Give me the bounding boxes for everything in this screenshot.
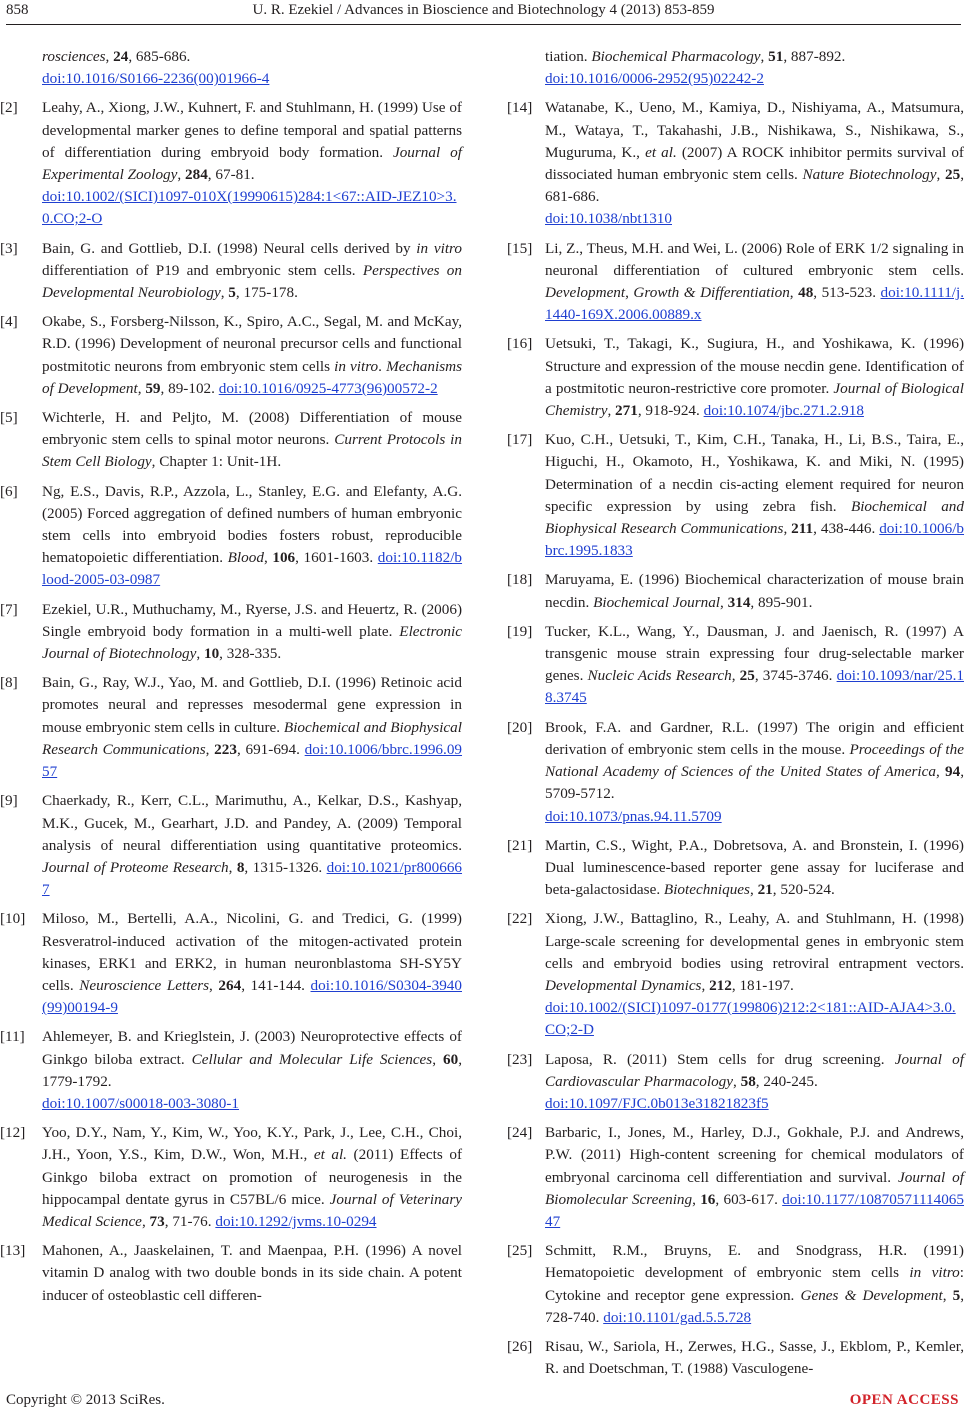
reference-entry <box>0 481 463 592</box>
reference-text: , <box>220 284 229 302</box>
reference-text: , 691-694. <box>236 740 305 758</box>
reference-number: [13] <box>0 1242 26 1260</box>
reference-number: [14] <box>507 99 533 117</box>
reference-text: Bain, G. and Gottlieb, D.I. (1998) Neural cells derived by <box>42 239 417 257</box>
reference-entry <box>507 238 965 327</box>
reference-volume: 106 <box>272 549 296 567</box>
doi-link[interactable]: doi:10.1038/nbt1310 <box>545 210 672 228</box>
reference-text: tiation. <box>545 48 592 65</box>
doi-link[interactable]: doi:10.1016/S0304-3940(99)00194-9 <box>42 976 462 1017</box>
reference-entry <box>0 311 462 400</box>
left-reference-column <box>0 46 463 1314</box>
reference-text: Leahy, A., Xiong, J.W., Kuhnert, F. and Stuhlmann, H. (1999) Use of developmental marker genes to define temporal and spatial patterns of differentiation during embryoid body formation. <box>42 99 462 161</box>
running-title: U. R. Ezekiel / Advances in Bioscience and Biotechnology 4 (2013) 853-859 <box>252 2 715 18</box>
open-access-label: OPEN ACCESS <box>849 1392 959 1408</box>
doi-link[interactable]: doi:10.1093/nar/25.18.3745 <box>545 667 964 707</box>
reference-text: Watanabe, K., Ueno, M., Kamiya, D., Nishiyama, A., Matsumura, M., Wataya, T., Takahashi, J.B., Nishikawa, S., Nishikawa, S., Muguruma, K., <box>545 99 964 161</box>
reference-volume: 51 <box>768 48 784 65</box>
doi-link[interactable]: doi:10.1177/1087057111406547 <box>545 1190 964 1230</box>
reference-number: [6] <box>0 482 18 500</box>
reference-text: , 1601-1603. <box>295 549 378 567</box>
reference-text: , 728-740. <box>545 1286 965 1326</box>
reference-entry <box>507 1122 964 1233</box>
reference-text: , 89-102. <box>160 379 219 397</box>
reference-number: [10] <box>0 910 26 928</box>
reference-italic-text: Development <box>545 284 626 302</box>
reference-text: Li, Z., Theus, M.H. and Wei, L. (2006) Role of ERK 1/2 signaling in neuronal differentiation of cultured embryonic stem cells. <box>545 239 964 279</box>
reference-entry <box>507 908 964 1041</box>
reference-text: , 685-686. <box>128 48 191 65</box>
doi-link[interactable]: doi:10.1111/j.1440-169X.2006.00889.x <box>545 284 965 324</box>
reference-text: , <box>936 166 945 184</box>
reference-number: [21] <box>507 836 533 854</box>
reference-text: , <box>783 520 792 538</box>
reference-entry <box>545 46 964 90</box>
reference-entry <box>0 672 463 783</box>
reference-text: , 175-178. <box>235 284 298 302</box>
reference-volume: 59 <box>145 379 161 397</box>
reference-text: Schmitt, R.M., Bruyns, E. and Snodgrass, H.R. (1991) Hematopoietic development of embryonic stem cells <box>545 1242 964 1282</box>
reference-volume: 25 <box>739 667 755 685</box>
reference-text: , 1779-1792. <box>42 1050 462 1090</box>
copyright-notice: Copyright © 2013 SciRes. <box>6 1392 165 1408</box>
reference-text: , <box>731 667 740 685</box>
reference-text: Brook, F.A. and Gardner, R.L. (1997) The origin and efficient derivation of embryonic stem cells in the mouse. <box>545 718 964 758</box>
reference-entry <box>507 1240 965 1329</box>
reference-text: , 895-901. <box>750 593 813 611</box>
reference-italic-text: Biochemical Pharmacology <box>591 48 761 65</box>
reference-number: [4] <box>0 313 18 331</box>
reference-text: , 887-892. <box>783 48 846 65</box>
reference-entry <box>507 333 964 422</box>
doi-link[interactable]: doi:10.1016/0925-4773(96)00572-2 <box>218 379 438 397</box>
reference-entry <box>507 569 964 613</box>
reference-entry <box>0 1122 463 1233</box>
reference-entry <box>507 835 964 902</box>
reference-text: Ezekiel, U.R., Muthuchamy, M., Ryerse, J.S. and Heuertz, R. (2006) Single embryoid body formation in a multi-well plate. <box>42 600 462 640</box>
reference-text: , <box>789 284 799 302</box>
reference-entry <box>0 599 462 666</box>
reference-entry <box>0 1240 462 1307</box>
reference-text: , 240-245. <box>755 1072 818 1090</box>
reference-italic-text: Journal of Biological Chemistry <box>545 379 964 420</box>
reference-number: [22] <box>507 910 533 928</box>
reference-text: , <box>432 1050 444 1068</box>
reference-volume: 284 <box>185 166 208 184</box>
reference-text: , 71-76. <box>164 1212 216 1230</box>
reference-text: Tucker, K.L., Wang, Y., Dausman, J. and Jaenisch, R. (1997) A transgenic mouse strain expressing four drug-selectable marker genes. <box>545 622 964 685</box>
reference-number: [24] <box>507 1124 533 1142</box>
reference-number: [25] <box>507 1242 533 1260</box>
reference-italic-text: Nucleic Acids Research <box>587 667 732 685</box>
reference-italic-text: Neuroscience Letters <box>79 976 210 994</box>
doi-link[interactable]: doi:10.1292/jvms.10-0294 <box>215 1212 377 1230</box>
reference-text: Ahlemeyer, B. and Krieglstein, J. (2003) Neuroprotective effects of Ginkgo biloba extract. <box>42 1028 462 1068</box>
reference-text: , 918-924. <box>637 402 704 420</box>
header-rule <box>6 24 961 25</box>
reference-text: , 681-686. <box>545 166 964 206</box>
reference-text: , <box>105 48 114 65</box>
reference-text: Barbaric, I., Jones, M., Harley, D.J., Gokhale, P.J. and Andrews, P.W. (2011) High-content screening for chemical modulators of embryonal carcinoma cell differentiation and survival. <box>545 1124 964 1186</box>
reference-italic-text: Nature Biotechnology <box>802 166 937 184</box>
reference-text: , <box>196 645 204 663</box>
reference-text: : Cytokine and receptor gene expression. <box>545 1264 964 1304</box>
reference-italic-text: Electronic Journal of Biotechnology <box>42 622 462 663</box>
reference-text: , <box>692 1190 701 1208</box>
reference-text: , <box>205 740 215 758</box>
reference-volume: 21 <box>757 881 773 899</box>
reference-volume: 8 <box>236 858 245 876</box>
reference-text: Chaerkady, R., Kerr, C.L., Marimuthu, A., Kelkar, D.S., Kashyap, M.K., Gucek, M., Gearhart, J.D. and Pandey, A. (2009) Temporal analysis of neural differentiation using quantitative proteomics. <box>42 792 462 854</box>
reference-text: , 1315-1326. <box>244 858 327 876</box>
reference-text: Miloso, M., Bertelli, A.A., Nicolini, G. and Tredici, G. (1999) Resveratrol-induced activation of the mitogen-activated protein kinases, ERK1 and ERK2, in human neuronblastoma SH-SY5Y cells. <box>42 910 462 994</box>
reference-volume: 48 <box>798 284 814 302</box>
reference-text: , <box>749 881 758 899</box>
reference-volume: 211 <box>791 520 814 538</box>
reference-number: [20] <box>507 718 533 736</box>
reference-text: Laposa, R. (2011) Stem cells for drug screening. <box>545 1050 895 1068</box>
reference-text: Kuo, C.H., Uetsuki, T., Kim, C.H., Tanaka, H., Li, B.S., Taira, E., Higuchi, H., Okamoto, H., Yoshikawa, K. and Miki, N. (1995) Determination of a necdin cis-acting element required for neuron specific expression by using zebra fish. <box>545 431 964 515</box>
reference-text: , <box>942 1286 953 1304</box>
reference-volume: 5 <box>952 1286 961 1304</box>
reference-number: [8] <box>0 674 18 692</box>
page-footer <box>0 1392 967 1414</box>
reference-volume: 25 <box>945 166 961 184</box>
reference-text: Ng, E.S., Davis, R.P., Azzola, L., Stanley, E.G. and Elefanty, A.G. (2005) Forced aggregation of defined numbers of human embryonic stem cells into embryoid bodies fosters robust, reproducible hematopoietic differentiation. <box>42 482 462 567</box>
reference-italic-text: et al. <box>313 1146 347 1164</box>
doi-link[interactable]: doi:10.1002/(SICI)1097-010X(19990615)284:1<67::AID-JEZ10>3.0.CO;2-O <box>42 188 457 228</box>
reference-italic-text: Mechanisms of Development <box>42 357 462 397</box>
reference-volume: 271 <box>615 402 638 420</box>
reference-text: differentiation of P19 and embryonic stem cells. <box>42 261 363 279</box>
reference-text: , 181-197. <box>731 976 794 994</box>
reference-number: [26] <box>507 1337 533 1355</box>
reference-text: Yoo, D.Y., Nam, Y., Kim, W., Yoo, K.Y., Park, J., Lee, C.H., Choi, J.H., Yoon, Y.S., Kim, D.W., Won, M.H., <box>42 1124 462 1164</box>
doi-link[interactable]: doi:10.1006/bbrc.1996.0957 <box>42 740 463 781</box>
reference-text: , 328-335. <box>219 645 282 663</box>
reference-italic-text: Journal of Biomolecular Screening <box>545 1168 964 1208</box>
reference-volume: 73 <box>149 1212 165 1230</box>
reference-volume: 10 <box>203 645 220 663</box>
reference-italic-text: in vitro <box>416 239 462 257</box>
reference-number: [2] <box>0 99 18 117</box>
reference-entry <box>0 1026 462 1115</box>
reference-entry <box>0 407 462 474</box>
reference-text: , <box>607 402 616 420</box>
doi-link[interactable]: doi:10.1002/(SICI)1097-0177(199806)212:2<181::AID-AJA4>3.0.CO;2-D <box>545 999 956 1039</box>
reference-entry <box>507 717 965 828</box>
reference-italic-text: in vitro <box>334 357 379 375</box>
reference-italic-text: in vitro <box>909 1264 960 1282</box>
reference-text: , 3745-3746. <box>754 667 837 685</box>
reference-italic-text: Proceedings of the National Academy of Sciences of the United States of America <box>545 740 964 781</box>
reference-volume: 24 <box>113 48 129 65</box>
reference-volume: 94 <box>945 763 961 781</box>
reference-italic-text: Journal of Proteome Research <box>42 858 229 876</box>
reference-text: , <box>263 549 273 567</box>
reference-italic-text: Journal of Experimental Zoology <box>42 143 462 184</box>
reference-entry <box>0 790 463 901</box>
reference-text: Uetsuki, T., Takagi, K., Sugiura, H., and Yoshikawa, K. (1996) Structure and expression of the mouse necdin gene. Identification of a postmitotic neuron-restrictive core promoter. <box>545 335 964 397</box>
doi-link[interactable]: doi:10.1073/pnas.94.11.5709 <box>545 807 722 825</box>
reference-text: . <box>378 357 387 375</box>
doi-link[interactable]: doi:10.1006/bbrc.1995.1833 <box>545 520 965 560</box>
reference-italic-text: Cellular and Molecular Life Sciences <box>191 1050 433 1068</box>
reference-volume: 223 <box>214 740 237 758</box>
reference-text: , <box>720 593 728 611</box>
doi-link[interactable]: doi:10.1007/s00018-003-3080-1 <box>42 1094 240 1112</box>
reference-italic-text: Biochemical Journal <box>593 593 721 611</box>
reference-text: , 520-524. <box>772 881 835 899</box>
reference-text: Mahonen, A., Jaaskelainen, T. and Maenpaa, P.H. (1996) A novel vitamin D analog with two double bonds in its side chain. A potent inducer of osteoblastic cell differen- <box>42 1242 462 1304</box>
doi-link[interactable]: doi:10.1097/FJC.0b013e31821823f5 <box>545 1094 769 1112</box>
reference-text: (2011) Effects of Ginkgo biloba extract on promotion of neurogenesis in the hippocampal dentate gyrus in C57BL/6 mice. <box>42 1146 463 1208</box>
reference-italic-text: Current Protocols in Stem Cell Biology <box>42 431 462 471</box>
doi-link[interactable]: doi:10.1016/0006-2952(95)02242-2 <box>545 70 764 88</box>
reference-text: , <box>701 976 710 994</box>
reference-volume: 314 <box>727 593 751 611</box>
reference-volume: 16 <box>700 1190 716 1208</box>
reference-text: Martin, C.S., Wight, P.A., Dobretsova, A. and Bronstein, I. (1996) Dual luminescence-based reporter gene assay for luciferase and beta-galactosidase. <box>545 836 964 899</box>
reference-text: , 5709-5712. <box>545 763 965 803</box>
reference-text: , <box>733 1072 741 1090</box>
reference-number: [11] <box>0 1028 25 1046</box>
reference-number: [7] <box>0 600 18 618</box>
reference-text: , Chapter 1: Unit-1H. <box>151 453 282 471</box>
reference-italic-text: Biochemical and Biophysical Research Communications <box>545 497 964 538</box>
doi-link[interactable]: doi:10.1074/jbc.271.2.918 <box>703 402 864 420</box>
reference-volume: 5 <box>228 284 236 302</box>
reference-text: Maruyama, E. (1996) Biochemical characterization of mouse brain necdin. <box>545 571 964 611</box>
reference-volume: 60 <box>443 1050 459 1068</box>
reference-italic-text: Developmental Dynamics <box>545 976 702 994</box>
reference-volume: 58 <box>740 1072 756 1090</box>
reference-italic-text: Blood <box>227 549 264 567</box>
reference-number: [5] <box>0 409 18 427</box>
reference-italic-text: Genes & Development <box>800 1286 943 1304</box>
reference-number: [16] <box>507 335 533 353</box>
reference-text: (2007) A ROCK inhibitor permits survival of dissociated human embryonic stem cells. <box>545 143 964 184</box>
reference-entry <box>42 46 462 90</box>
reference-italic-text: et al. <box>645 143 677 161</box>
doi-link[interactable]: doi:10.1101/gad.5.5.728 <box>603 1308 752 1326</box>
reference-text: , <box>935 763 946 781</box>
reference-number: [3] <box>0 239 18 257</box>
reference-number: [19] <box>507 622 533 640</box>
doi-link[interactable]: doi:10.1021/pr8006667 <box>42 858 463 899</box>
reference-text: , 603-617. <box>715 1190 783 1208</box>
running-header <box>0 0 967 30</box>
reference-entry <box>507 621 964 710</box>
reference-text: , <box>760 48 769 65</box>
reference-text: , <box>228 858 237 876</box>
reference-italic-text: rosciences <box>42 48 106 65</box>
reference-entry <box>507 1049 964 1116</box>
reference-text: , 438-446. <box>813 520 880 538</box>
reference-text: , <box>209 976 219 994</box>
reference-text: Risau, W., Sariola, H., Zerwes, H.G., Sasse, J., Ekblom, P., Kemler, R. and Doetschman, T. (1988) Vasculogene- <box>545 1337 964 1378</box>
reference-entry <box>0 97 462 230</box>
reference-entry <box>0 908 462 1019</box>
page-number: 858 <box>6 2 29 18</box>
reference-italic-text: Perspectives on Developmental Neurobiology <box>42 261 462 302</box>
reference-text: Xiong, J.W., Battaglino, R., Leahy, A. and Stuhlmann, H. (1998) Large-scale screening for developmental genes in embryonic stem cells and embryoid bodies using retroviral entrapment vectors. <box>545 910 964 972</box>
reference-number: [9] <box>0 792 18 810</box>
reference-text: , 141-144. <box>241 976 311 994</box>
reference-number: [18] <box>507 571 533 589</box>
reference-italic-text: Journal of Veterinary Medical Science <box>42 1190 462 1230</box>
reference-text: , <box>141 1212 150 1230</box>
reference-text: , <box>177 166 185 184</box>
reference-number: [23] <box>507 1050 533 1068</box>
reference-entry <box>507 1336 964 1380</box>
reference-number: [15] <box>507 239 533 257</box>
reference-text: Bain, G., Ray, W.J., Yao, M. and Gottlieb, D.I. (1996) Retinoic acid promotes neural and represses mesodermal gene expression in mouse embryonic stem cells in culture. <box>42 674 462 736</box>
reference-volume: 212 <box>709 976 732 994</box>
right-reference-column <box>507 46 965 1387</box>
reference-italic-text: Biochemical and Biophysical Research Communications <box>42 718 462 758</box>
reference-entry <box>507 429 965 562</box>
reference-text: , 513-523. <box>813 284 881 302</box>
reference-text: Wichterle, H. and Peljto, M. (2008) Differentiation of mouse embryonic stem cells to spinal motor neurons. <box>42 409 462 449</box>
reference-volume: 264 <box>218 976 242 994</box>
reference-text: , 67-81. <box>207 166 255 184</box>
reference-italic-text: Journal of Cardiovascular Pharmacology <box>545 1050 964 1090</box>
reference-number: [12] <box>0 1124 26 1142</box>
reference-text: , <box>137 379 146 397</box>
doi-link[interactable]: doi:10.1182/blood-2005-03-0987 <box>42 549 463 589</box>
reference-entry <box>0 238 462 305</box>
reference-italic-text: Biotechniques <box>663 881 750 899</box>
reference-number: [17] <box>507 431 533 449</box>
reference-italic-text: Growth & Differentiation <box>633 284 790 302</box>
reference-text: Okabe, S., Forsberg-Nilsson, K., Spiro, A.C., Segal, M. and McKay, R.D. (1996) Development of neuronal precursor cells and functional postmitotic neurons from embryonic stem cells <box>42 313 462 375</box>
reference-entry <box>507 97 964 230</box>
doi-link[interactable]: doi:10.1016/S0166-2236(00)01966-4 <box>42 70 270 88</box>
reference-text: , <box>625 284 634 302</box>
